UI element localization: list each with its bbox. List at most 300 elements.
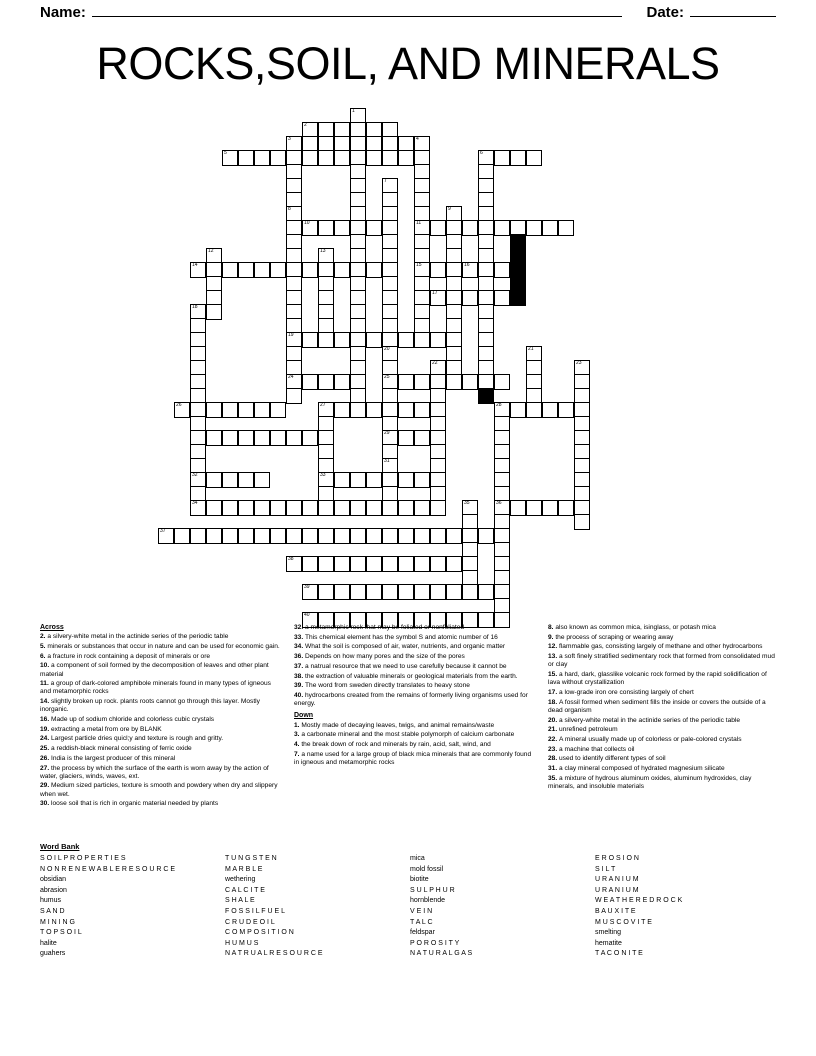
clue-number: 33. (294, 633, 305, 641)
grid-cell[interactable] (366, 262, 382, 278)
grid-cell[interactable] (430, 528, 446, 544)
clue-item (548, 634, 778, 642)
grid-cell[interactable] (494, 150, 510, 166)
grid-cell-number: 4 (416, 136, 419, 142)
clue-number: 17. (548, 688, 559, 696)
grid-cell-number: 29 (384, 430, 390, 436)
clue-text: a soft finely stratified sedimentary rock that formed from consolidated mud or clay (548, 653, 775, 669)
grid-cell[interactable] (254, 472, 270, 488)
clue-text: Made up of sodium chloride and colorless cubic crystals (51, 716, 215, 724)
word-bank-word: guahers (40, 950, 66, 958)
clue-text: Mostly made of decaying leaves, twigs, and animal remains/waste (301, 721, 495, 729)
grid-cell-number: 20 (384, 346, 390, 352)
word-bank-word: C O M P O S I T I O N (225, 929, 294, 937)
grid-cell[interactable] (398, 430, 414, 446)
grid-cell[interactable] (366, 528, 382, 544)
word-bank-word: U R A N I U M (595, 886, 639, 894)
grid-cell[interactable] (238, 150, 254, 166)
grid-cell[interactable] (414, 528, 430, 544)
word-bank-word: T O P S O I L (40, 929, 82, 937)
clue-text: A fossil formed when sediment fills the inside or covers the outside of a dead organism (548, 698, 766, 714)
clue-text: a fracture in rock containing a deposit of minerals or ore (47, 652, 211, 660)
grid-cell[interactable] (430, 584, 446, 600)
grid-cell[interactable] (206, 402, 222, 418)
clue-item (294, 624, 534, 632)
grid-cell[interactable] (366, 332, 382, 348)
grid-cell[interactable] (286, 500, 302, 516)
word-bank-word: S A N D (40, 907, 65, 915)
date-write-line[interactable] (690, 4, 776, 17)
clue-number: 30. (40, 800, 51, 808)
clue-number: 6. (40, 652, 48, 660)
clue-text: a carbonate mineral and the most stable polymorph of calcium carbonate (301, 731, 515, 739)
grid-cell[interactable] (558, 500, 574, 516)
grid-cell[interactable] (302, 374, 318, 390)
grid-cell[interactable] (302, 584, 318, 600)
grid-cell[interactable] (382, 556, 398, 572)
grid-cell[interactable] (334, 262, 350, 278)
grid-cell[interactable] (318, 528, 334, 544)
clue-item (294, 653, 534, 661)
clue-number: 11. (40, 680, 51, 688)
grid-cell-number: 15 (416, 262, 422, 268)
across-clue-list-2 (294, 624, 534, 708)
grid-cell[interactable] (398, 402, 414, 418)
grid-cell[interactable] (174, 528, 190, 544)
grid-cell[interactable] (334, 556, 350, 572)
clue-item (548, 643, 778, 651)
clue-text: a component of soil formed by the decomposition of leaves and other plant material (40, 662, 269, 678)
grid-cell-number: 40 (304, 612, 310, 618)
word-bank-word: H U M U S (225, 939, 259, 947)
grid-cell-blocked (478, 388, 494, 404)
clue-text: used to identify different types of soil (559, 755, 666, 763)
grid-cell[interactable] (270, 262, 286, 278)
grid-cell[interactable] (382, 584, 398, 600)
grid-cell[interactable] (302, 430, 318, 446)
clue-text: a group of dark-colored amphibole minerals found in many types of igneous and metamorphic rocks (40, 680, 271, 696)
grid-cell[interactable] (446, 528, 462, 544)
grid-cell[interactable] (478, 528, 494, 544)
grid-cell[interactable] (430, 290, 446, 306)
grid-cell[interactable] (318, 150, 334, 166)
grid-cell[interactable] (286, 388, 302, 404)
grid-cell[interactable] (462, 290, 478, 306)
grid-cell[interactable] (206, 500, 222, 516)
crossword-grid[interactable] (158, 108, 658, 618)
clue-item (548, 699, 778, 715)
clue-text: a clay mineral composed of hydrated magnesium silicate (559, 765, 725, 773)
grid-cell[interactable] (462, 584, 478, 600)
grid-cell[interactable] (414, 500, 430, 516)
page-title: ROCKS,SOIL, AND MINERALS (96, 38, 720, 89)
word-bank-word: mica (410, 855, 425, 862)
clue-item (40, 782, 280, 798)
clue-item (294, 634, 534, 642)
grid-cell[interactable] (366, 150, 382, 166)
clues-column-2 (294, 624, 534, 810)
grid-cell[interactable] (334, 472, 350, 488)
grid-cell[interactable] (430, 332, 446, 348)
clue-text: a silvery-white metal in the actinide series of the periodic table (47, 633, 229, 641)
clue-item (548, 726, 778, 734)
clue-item (40, 633, 280, 641)
across-heading: Across (40, 624, 64, 631)
grid-cell[interactable] (494, 220, 510, 236)
clue-text: a mixture of hydrous aluminum oxides, aluminum hydroxides, clay minerals, and insoluble materials (548, 774, 752, 790)
grid-cell[interactable] (398, 584, 414, 600)
grid-cell[interactable] (398, 556, 414, 572)
word-bank-word: biotite (410, 876, 429, 884)
clue-number: 40. (294, 691, 305, 699)
grid-cell[interactable] (222, 430, 238, 446)
grid-cell[interactable] (414, 332, 430, 348)
grid-cell[interactable] (510, 402, 526, 418)
grid-cell[interactable] (398, 150, 414, 166)
grid-cell-blocked (510, 290, 526, 306)
clue-item (294, 643, 534, 651)
grid-cell[interactable] (366, 472, 382, 488)
clue-item (40, 680, 280, 696)
word-bank-word: W E A T H E R E D R O C K (595, 897, 683, 905)
grid-cell-number: 11 (416, 220, 422, 226)
grid-cell[interactable] (494, 262, 510, 278)
grid-cell-number: 18 (192, 304, 198, 310)
clue-text: A mineral usually made up of colorless or pale-colored crystals (559, 735, 742, 743)
word-bank-word: M I N I N G (40, 918, 75, 926)
word-bank-word: halite (40, 939, 57, 947)
clue-item (40, 755, 280, 763)
grid-cell[interactable] (270, 150, 286, 166)
grid-cell[interactable] (222, 150, 238, 166)
clue-item (548, 755, 778, 763)
grid-cell[interactable] (478, 584, 494, 600)
grid-cell[interactable] (366, 220, 382, 236)
clue-number: 24. (40, 735, 51, 743)
grid-cell[interactable] (254, 150, 270, 166)
word-bank-word: C A L C I T E (225, 886, 265, 894)
clue-item (548, 775, 778, 791)
grid-cell-number: 23 (576, 360, 582, 366)
grid-cell-number: 6 (480, 150, 483, 156)
clue-item (40, 698, 280, 714)
grid-cell[interactable] (414, 374, 430, 390)
clue-number: 36. (294, 653, 305, 661)
grid-cell[interactable] (414, 556, 430, 572)
grid-cell[interactable] (350, 556, 366, 572)
grid-cell[interactable] (366, 500, 382, 516)
grid-cell[interactable] (430, 262, 446, 278)
grid-cell[interactable] (414, 584, 430, 600)
grid-cell[interactable] (270, 528, 286, 544)
grid-cell[interactable] (238, 472, 254, 488)
grid-cell[interactable] (446, 556, 462, 572)
word-bank-word: T A L C (410, 918, 433, 926)
grid-cell[interactable] (302, 262, 318, 278)
grid-cell[interactable] (542, 402, 558, 418)
word-bank-word: E R O S I O N (595, 855, 639, 862)
grid-cell[interactable] (558, 220, 574, 236)
clue-text: India is the largest producer of this mineral (51, 754, 176, 762)
grid-cell[interactable] (430, 556, 446, 572)
clue-number: 29. (40, 782, 51, 790)
clue-item (548, 624, 778, 632)
grid-cell[interactable] (222, 528, 238, 544)
crossword-grid-area (0, 108, 816, 623)
grid-cell[interactable] (270, 430, 286, 446)
clue-number: 14. (40, 698, 51, 706)
grid-cell[interactable] (318, 500, 334, 516)
grid-cell[interactable] (526, 220, 542, 236)
grid-cell[interactable] (254, 528, 270, 544)
grid-cell-number: 35 (464, 500, 470, 506)
grid-cell[interactable] (302, 556, 318, 572)
grid-cell[interactable] (238, 500, 254, 516)
grid-cell[interactable] (462, 262, 478, 278)
grid-cell[interactable] (430, 500, 446, 516)
grid-cell[interactable] (350, 402, 366, 418)
grid-cell[interactable] (318, 220, 334, 236)
grid-cell[interactable] (526, 150, 542, 166)
grid-cell[interactable] (222, 472, 238, 488)
clue-number: 37. (294, 662, 305, 670)
grid-cell[interactable] (382, 528, 398, 544)
clue-item (40, 765, 280, 781)
date-label: Date: (646, 4, 684, 21)
word-bank-word: N O N R E N E W A B L E R E S O U R C E (40, 865, 176, 873)
word-bank-word: T A C O N I T E (595, 950, 643, 958)
grid-cell[interactable] (334, 528, 350, 544)
grid-cell[interactable] (334, 150, 350, 166)
grid-cell[interactable] (302, 220, 318, 236)
grid-cell-number: 9 (448, 206, 451, 212)
clue-text: Largest particle dries quicl;y and texture is rough and gritty. (51, 735, 224, 743)
grid-cell[interactable] (286, 556, 302, 572)
grid-cell[interactable] (254, 402, 270, 418)
grid-cell[interactable] (574, 514, 590, 530)
grid-cell[interactable] (302, 150, 318, 166)
grid-cell[interactable] (398, 472, 414, 488)
grid-cell[interactable] (206, 528, 222, 544)
grid-cell[interactable] (350, 528, 366, 544)
grid-cell[interactable] (270, 500, 286, 516)
grid-cell[interactable] (270, 402, 286, 418)
word-bank-word: obsidian (40, 876, 67, 884)
grid-cell[interactable] (558, 402, 574, 418)
clue-item (548, 653, 778, 669)
word-bank-word: S H A L E (225, 897, 255, 905)
clue-item (548, 765, 778, 773)
grid-cell[interactable] (446, 584, 462, 600)
grid-cell-number: 19 (288, 332, 294, 338)
word-bank-word: S O I L P R O P E R T I E S (40, 855, 126, 862)
grid-cell[interactable] (190, 528, 206, 544)
grid-cell-number: 39 (304, 584, 310, 590)
grid-cell[interactable] (318, 374, 334, 390)
word-bank-word: smelting (595, 929, 622, 937)
clue-text: extracting a metal from ore by BLANK (51, 725, 162, 733)
clue-number: 32. (294, 624, 305, 631)
clue-number: 20. (548, 716, 559, 724)
clue-item (548, 736, 778, 744)
grid-cell[interactable] (414, 472, 430, 488)
word-bank-word: P O R O S I T Y (410, 939, 460, 947)
grid-cell[interactable] (382, 150, 398, 166)
grid-cell[interactable] (398, 374, 414, 390)
clue-number: 26. (40, 754, 51, 762)
grid-cell[interactable] (350, 472, 366, 488)
clue-item (294, 722, 534, 730)
grid-cell[interactable] (222, 262, 238, 278)
clue-number: 5. (40, 642, 48, 650)
clue-text: unrefined petroleum (559, 726, 618, 734)
grid-cell-number: 16 (464, 262, 470, 268)
down-clue-list-1 (294, 722, 534, 768)
clues-column-3 (548, 624, 778, 810)
grid-cell-number: 28 (496, 402, 502, 408)
grid-cell[interactable] (302, 332, 318, 348)
grid-cell[interactable] (398, 528, 414, 544)
clue-item (40, 745, 280, 753)
grid-cell[interactable] (414, 430, 430, 446)
down-heading: Down (294, 712, 314, 720)
clue-text: the extraction of valuable minerals or geological materials from the earth. (305, 672, 518, 680)
grid-cell[interactable] (510, 500, 526, 516)
grid-cell[interactable] (350, 500, 366, 516)
grid-cell[interactable] (158, 528, 174, 544)
word-bank-word: V E I N (410, 907, 433, 915)
clue-number: 8. (548, 624, 556, 631)
word-bank-word: humus (40, 897, 62, 905)
grid-cell-number: 1 (352, 108, 355, 114)
grid-cell-number: 36 (496, 500, 502, 506)
grid-cell[interactable] (206, 430, 222, 446)
word-bank-word: hornblende (410, 897, 446, 905)
grid-cell[interactable] (334, 332, 350, 348)
student-header (40, 4, 776, 21)
clue-text: also known as common mica, isinglass, or potash mica (555, 624, 716, 631)
grid-cell[interactable] (254, 500, 270, 516)
grid-cell[interactable] (366, 402, 382, 418)
grid-cell[interactable] (238, 262, 254, 278)
word-bank-word: C R U D E O I L (225, 918, 275, 926)
grid-cell[interactable] (238, 430, 254, 446)
grid-cell[interactable] (414, 402, 430, 418)
word-bank-word: N A T U R A L G A S (410, 950, 473, 958)
grid-cell[interactable] (174, 402, 190, 418)
clue-number: 1. (294, 721, 302, 729)
grid-cell-number: 21 (528, 346, 534, 352)
grid-cell-number: 38 (288, 556, 294, 562)
grid-cell-number: 3 (288, 136, 291, 142)
grid-cell[interactable] (526, 402, 542, 418)
grid-cell[interactable] (334, 374, 350, 390)
grid-cell-number: 32 (192, 472, 198, 478)
grid-cell[interactable] (286, 430, 302, 446)
grid-cell-number: 27 (320, 402, 326, 408)
clue-text: a machine that collects oil (559, 745, 635, 753)
grid-cell[interactable] (334, 500, 350, 516)
clue-text: a metamorphic rock that may be foliated or nonfoliated (305, 624, 465, 631)
grid-cell[interactable] (206, 304, 222, 320)
grid-cell[interactable] (542, 220, 558, 236)
clue-text: flammable gas, consisting largely of methane and other hydrocarbons (559, 643, 763, 651)
grid-cell[interactable] (382, 500, 398, 516)
grid-cell[interactable] (526, 500, 542, 516)
grid-cell[interactable] (238, 402, 254, 418)
grid-cell[interactable] (462, 220, 478, 236)
grid-cell[interactable] (222, 500, 238, 516)
grid-cell[interactable] (318, 584, 334, 600)
grid-cell-number: 2 (304, 122, 307, 128)
grid-cell[interactable] (334, 584, 350, 600)
word-bank-columns (40, 854, 780, 960)
clue-text: The word from sweden directly translates to heavy stone (305, 682, 470, 690)
grid-cell[interactable] (334, 402, 350, 418)
grid-cell[interactable] (318, 556, 334, 572)
grid-cell[interactable] (398, 332, 414, 348)
clue-number: 21. (548, 726, 559, 734)
grid-cell[interactable] (494, 374, 510, 390)
clue-number: 13. (548, 653, 559, 661)
clue-item (40, 800, 280, 808)
grid-cell[interactable] (350, 584, 366, 600)
grid-cell[interactable] (254, 262, 270, 278)
grid-cell[interactable] (366, 584, 382, 600)
grid-cell[interactable] (334, 220, 350, 236)
grid-cell[interactable] (398, 500, 414, 516)
grid-cell[interactable] (494, 290, 510, 306)
grid-cell[interactable] (302, 500, 318, 516)
word-bank-word: wethering (225, 876, 256, 884)
grid-cell[interactable] (238, 528, 254, 544)
clues-section (40, 624, 780, 810)
grid-cell[interactable] (366, 556, 382, 572)
grid-cell[interactable] (510, 150, 526, 166)
grid-cell[interactable] (206, 472, 222, 488)
grid-cell[interactable] (254, 430, 270, 446)
clue-text: a reddish-black mineral consisting of ferric oxide (51, 745, 192, 753)
word-bank-word: B A U X I T E (595, 907, 636, 915)
word-bank-word: S I L T (595, 865, 616, 873)
clue-number: 15. (548, 671, 559, 679)
grid-cell[interactable] (430, 220, 446, 236)
clue-item (294, 731, 534, 739)
clue-text: Medium sized particles, texture is smooth and powdery when dry and slippery when wet. (40, 782, 278, 798)
clue-number: 31. (548, 765, 559, 773)
name-write-line[interactable] (92, 4, 623, 17)
clue-text: a natrual resource that we need to use carefully because it cannot be (305, 662, 507, 670)
clue-text: a name used for a large group of black mica minerals that are commonly found in igneous and metamorphic rocks (294, 750, 532, 766)
grid-cell[interactable] (222, 402, 238, 418)
clue-text: loose soil that is rich in organic material needed by plants (51, 800, 219, 808)
clue-number: 23. (548, 745, 559, 753)
grid-cell[interactable] (446, 374, 462, 390)
grid-cell[interactable] (542, 500, 558, 516)
grid-cell[interactable] (286, 528, 302, 544)
clue-item (40, 653, 280, 661)
clue-text: minerals or substances that occur in nature and can be used for economic gain. (47, 642, 280, 650)
clue-number: 22. (548, 735, 559, 743)
clue-number: 12. (548, 643, 559, 651)
clue-text: What the soil is composed of air, water, nutrients, and organic matter (305, 643, 506, 651)
grid-cell[interactable] (190, 500, 206, 516)
grid-cell[interactable] (462, 374, 478, 390)
clue-item (548, 717, 778, 725)
grid-cell[interactable] (190, 262, 206, 278)
grid-cell[interactable] (302, 528, 318, 544)
grid-cell[interactable] (318, 332, 334, 348)
